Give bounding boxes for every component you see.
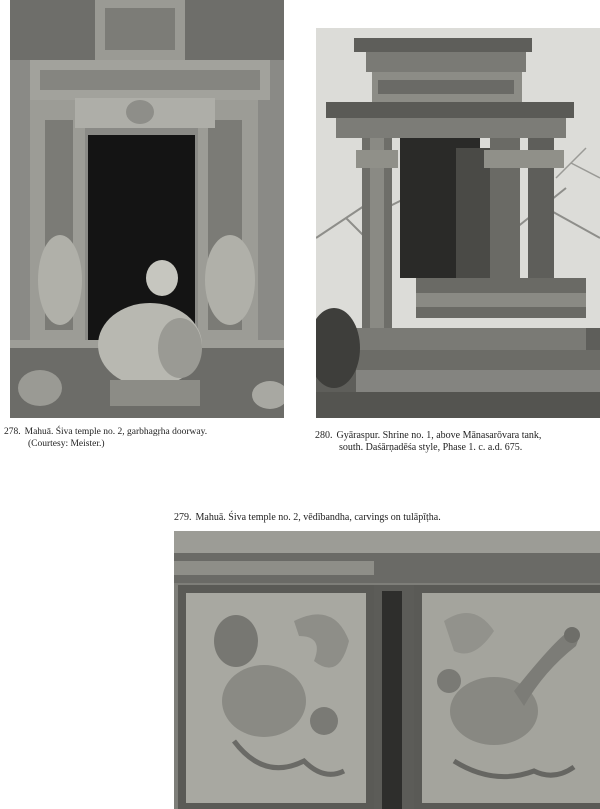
- plate-278-caption-line-2: (Courtesy: Meister.): [28, 439, 105, 449]
- plate-280-caption: [315, 430, 600, 454]
- plate-278-caption: [4, 426, 304, 450]
- plate-280-photo: [316, 28, 600, 418]
- plate-278-caption-line-1: Mahuā. Śiva temple no. 2, garbhagṛha doorway.: [24, 427, 208, 437]
- plate-279-caption: [174, 512, 594, 524]
- plate-279-number: 279.: [174, 512, 192, 523]
- plate-280-caption-line-2: south. Daśārṇadēśa style, Phase 1. c. a.d. 675.: [339, 442, 523, 453]
- plate-279-photo: [174, 531, 600, 809]
- plate-280-caption-line-1: Gyāraspur. Shrine no. 1, above Mānasarōvara tank,: [336, 430, 542, 441]
- plate-280-number: 280.: [315, 430, 333, 441]
- plate-278-number: 278.: [4, 427, 21, 437]
- plate-279-caption-line-1: Mahuā. Śiva temple no. 2, vēdībandha, carvings on tulāpīṭha.: [195, 512, 441, 523]
- plate-278-photo: [10, 0, 284, 418]
